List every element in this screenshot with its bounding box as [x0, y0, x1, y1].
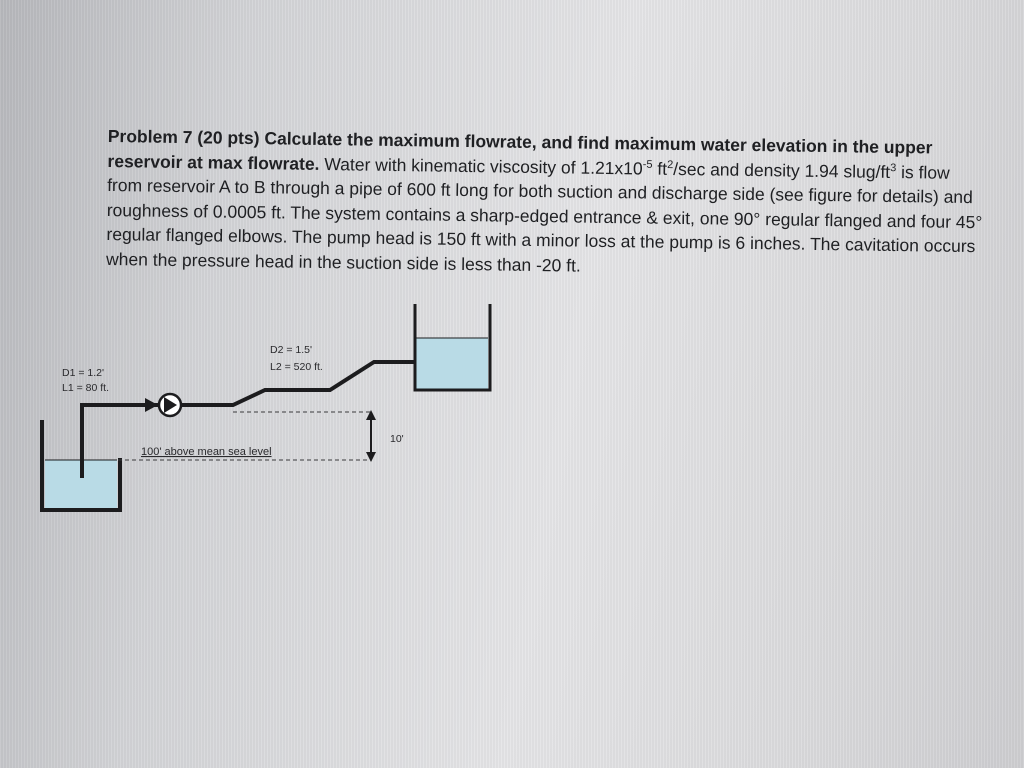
l2-label: L2 = 520 ft.: [270, 361, 323, 373]
problem-title: Problem 7 (20 pts): [107, 125, 260, 149]
l1-label: L1 = 80 ft.: [62, 382, 109, 394]
height-dimension-arrow: [366, 410, 376, 462]
problem-body-1: Water with kinematic viscosity of 1.21x10: [324, 153, 643, 178]
datum-label: 100' above mean sea level: [141, 446, 272, 458]
height-label: 10': [390, 433, 404, 445]
upper-reservoir: [415, 304, 490, 390]
problem-question: Calculate the maximum flowrate, and find maximum water elevation in the upper reservoir at max flowrate.: [107, 128, 933, 174]
pump-icon: [159, 394, 181, 416]
flow-arrow: [145, 398, 158, 412]
problem-body-4: is flow from reservoir A to B through a pipe of 600 ft long for both suction and discharge side (see figure for details) and roughness of 0.0005 ft. The system contains a sharp-edged entrance & exit, one 90° regular flanged and four 45° regular flanged elbows. The pump head is 150 ft with a minor loss at the pump is 6 inches. The cavitation occurs when the pressure head in the suction side is less than -20 ft.: [105, 161, 983, 276]
upper-reservoir-water: [416, 338, 488, 389]
ft-cubed-exponent: 3: [890, 161, 897, 174]
ft-squared-exponent: 2: [667, 158, 674, 171]
d2-label: D2 = 1.5': [270, 344, 312, 356]
d1-label: D1 = 1.2': [62, 367, 104, 379]
problem-body-2: ft: [652, 158, 668, 179]
viscosity-exponent: -5: [642, 158, 653, 171]
problem-body-3: /sec and density 1.94 slug/ft: [673, 158, 891, 182]
